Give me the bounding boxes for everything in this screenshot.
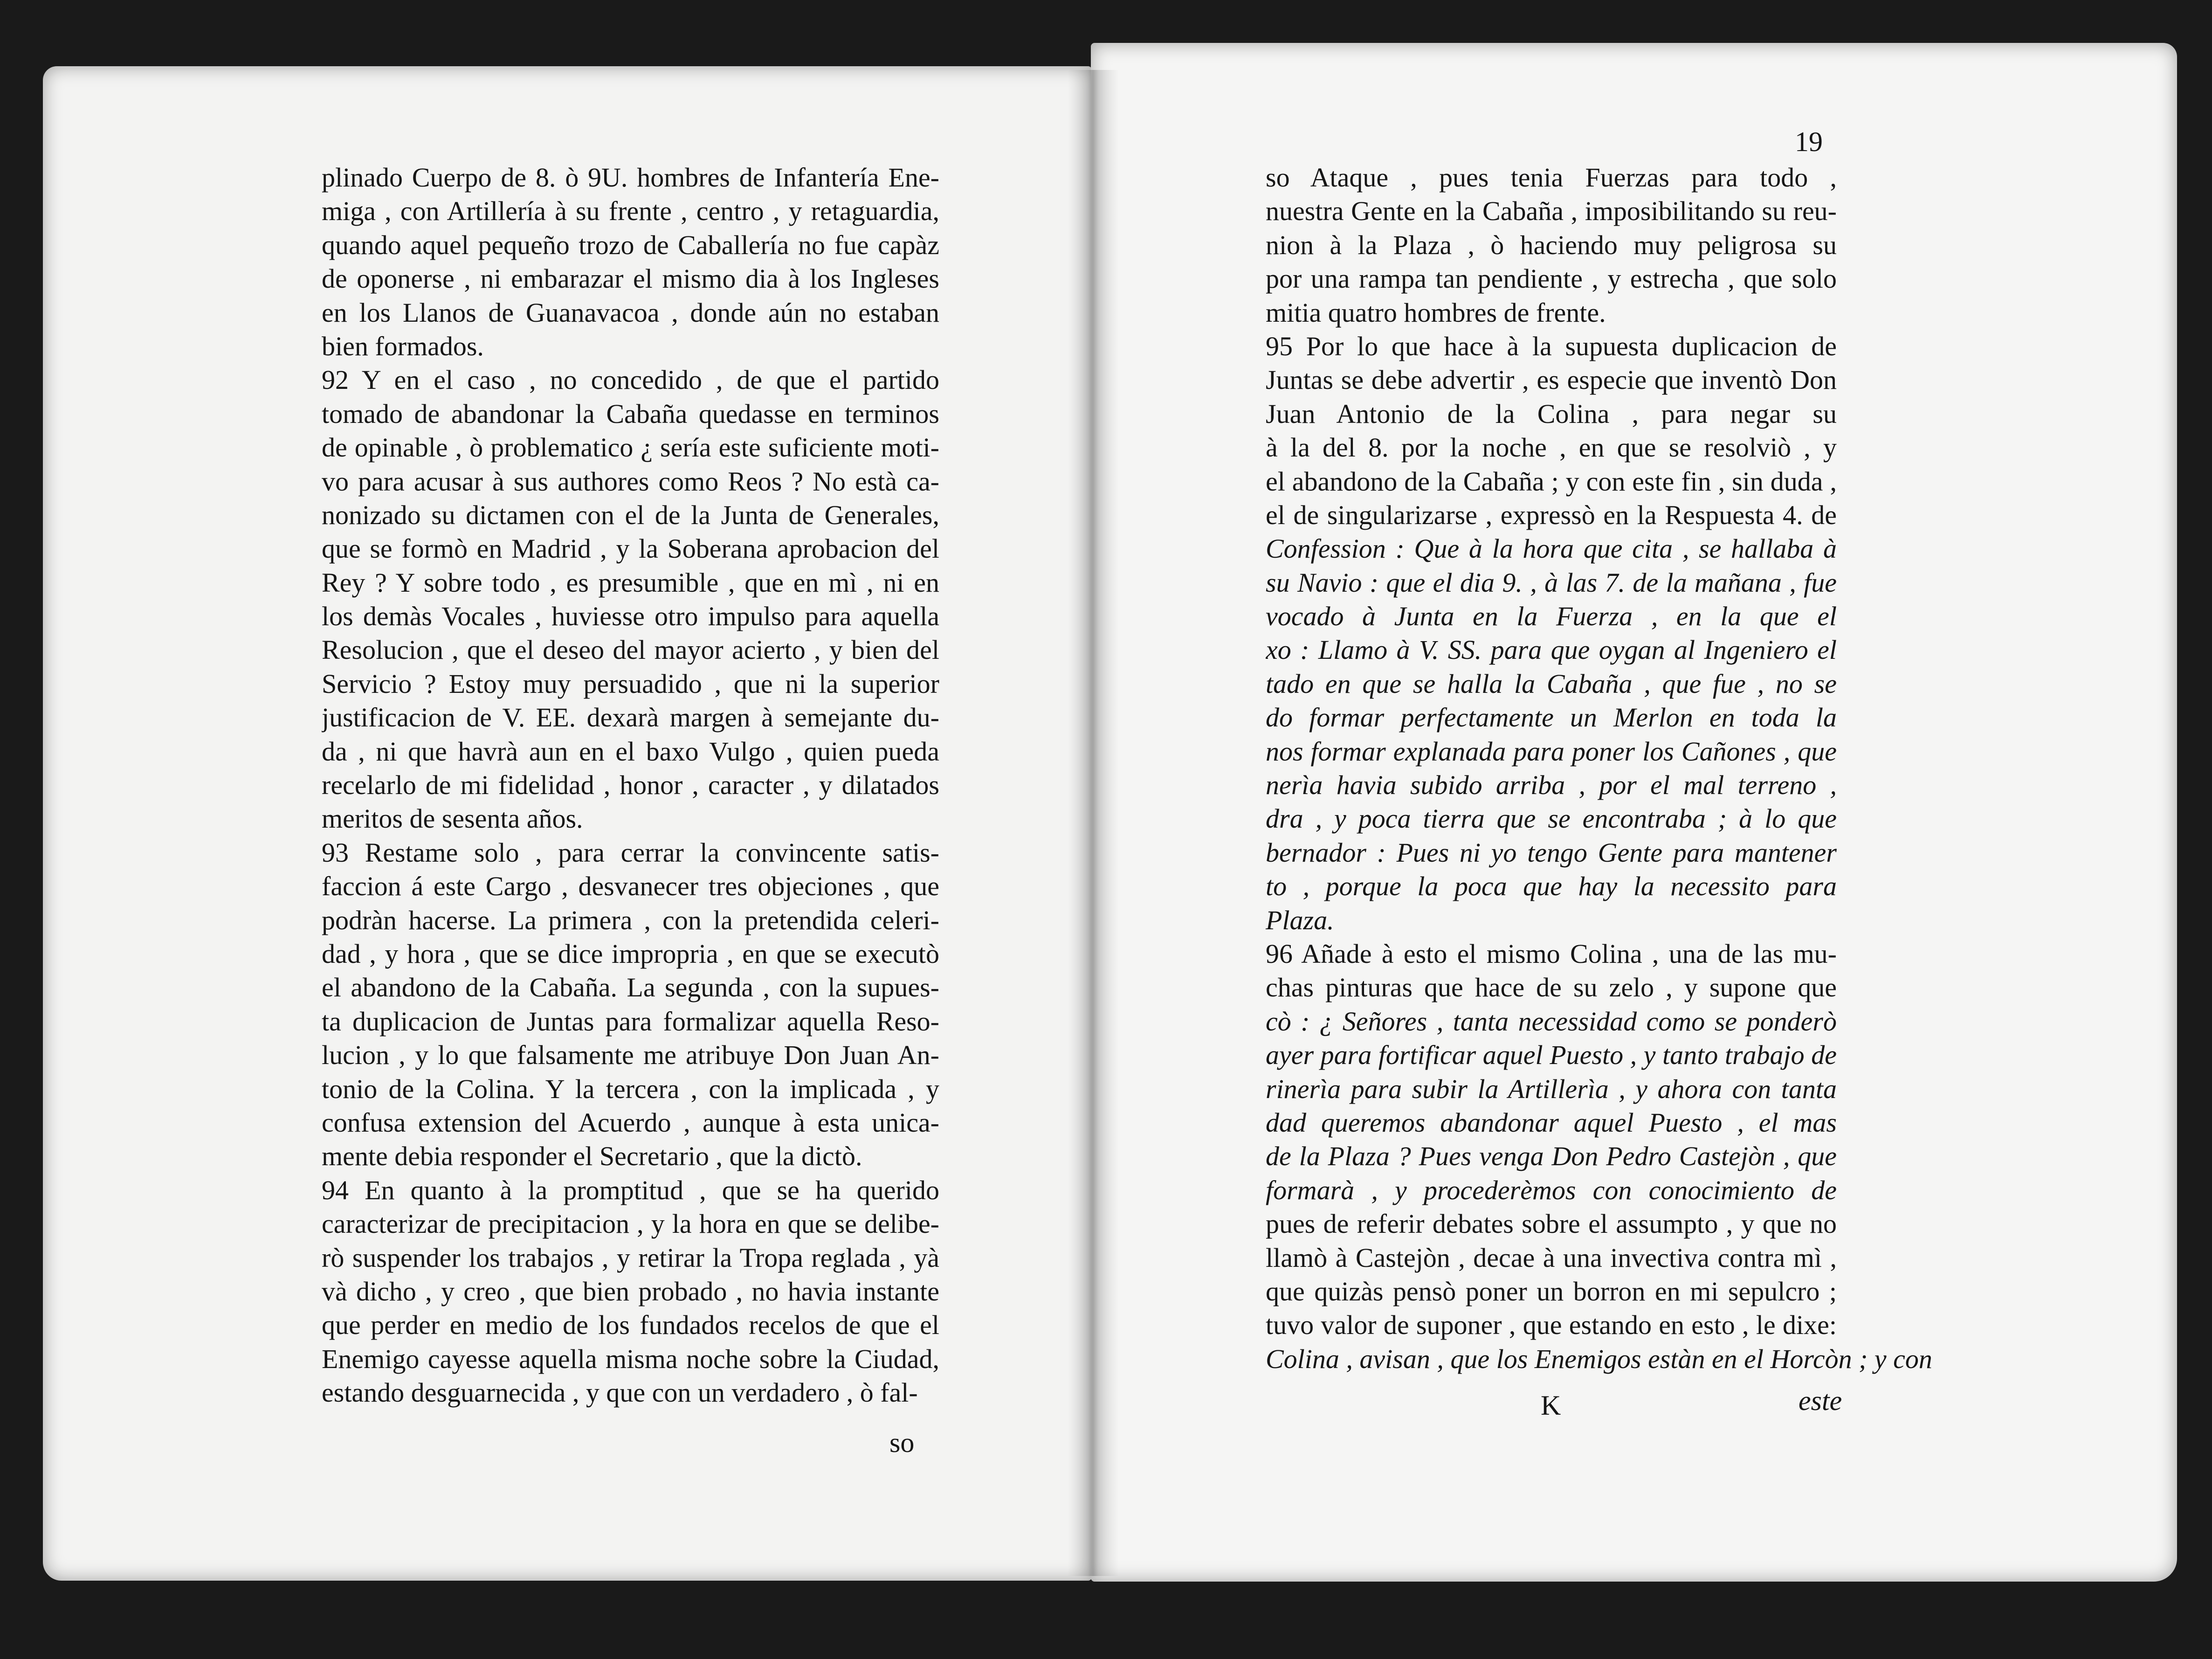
text-line: que se formò en Madrid , y la Soberana aprobacion del <box>322 533 939 564</box>
text-line: de la Plaza ? Pues venga Don Pedro Castejòn , que <box>1266 1141 1837 1172</box>
text-line: pues de referir debates sobre el assumpto , y que no <box>1266 1209 1837 1239</box>
text-line: los demàs Vocales , huviesse otro impulso para aquella <box>322 601 939 632</box>
text-line: do formar perfectamente un Merlon en toda la <box>1266 702 1837 733</box>
catchword-left: so <box>889 1427 915 1458</box>
text-line: plinado Cuerpo de 8. ò 9U. hombres de Infantería Ene- <box>322 162 939 193</box>
text-line: da , ni que havrà aun en el baxo Vulgo , quien pueda <box>322 736 939 767</box>
text-line: vo para acusar à sus authores como Reos ? No està ca- <box>322 466 939 497</box>
page-number: 19 <box>1795 126 1823 157</box>
text-line: Colina , avisan , que los Enemigos estàn en el Horcòn ; y con <box>1266 1343 1932 1374</box>
text-line: tado en que se halla la Cabaña , que fue , no se <box>1266 668 1837 699</box>
text-line: Resolucion , que el deseo del mayor acierto , y bien del <box>322 635 939 665</box>
text-line: nion à la Plaza , ò haciendo muy peligrosa su <box>1266 229 1837 260</box>
text-line: 95 Por lo que hace à la supuesta duplicacion de <box>1266 331 1837 361</box>
text-line: nonizado su dictamen con el de la Junta de Generales, <box>322 499 939 530</box>
text-line: rò suspender los trabajos , y retirar la Tropa reglada , yà <box>322 1242 939 1273</box>
text-line: dad , y hora , que se dice impropria , en que se executò <box>322 938 939 969</box>
text-line: formarà , y procederèmos con conocimiento de <box>1266 1175 1837 1205</box>
text-line: ta duplicacion de Juntas para formalizar aquella Reso- <box>322 1006 939 1037</box>
text-line: Rey ? Y sobre todo , es presumible , que en mì , ni en <box>322 567 939 598</box>
signature-mark: K <box>1541 1390 1561 1421</box>
text-line: faccion á este Cargo , desvanecer tres objeciones , que <box>322 871 939 902</box>
text-line: caracterizar de precipitacion , y la hora en que se delibe- <box>322 1209 939 1239</box>
book-gutter <box>1068 70 1119 1576</box>
text-line: quando aquel pequeño trozo de Caballería no fue capàz <box>322 229 939 260</box>
text-line: bien formados. <box>322 331 484 361</box>
text-line: que perder en medio de los fundados recelos de que el <box>322 1310 939 1341</box>
catchword-right: este <box>1799 1385 1842 1416</box>
text-line: que quizàs pensò poner un borron en mi sepulcro ; <box>1266 1276 1837 1306</box>
text-line: và dicho , y creo , que bien probado , no havia instante <box>322 1276 939 1306</box>
right-page-text <box>1266 161 1932 1376</box>
text-line: de oponerse , ni embarazar el mismo dia à los Ingleses <box>322 263 939 294</box>
text-line: el de singularizarse , expressò en la Respuesta 4. de <box>1266 499 1837 530</box>
text-line: miga , con Artillería à su frente , centro , y retaguardia, <box>322 196 939 227</box>
text-line: tonio de la Colina. Y la tercera , con la implicada , y <box>322 1073 939 1104</box>
text-line: bernador : Pues ni yo tengo Gente para mantener <box>1266 837 1837 868</box>
text-line: nos formar explanada para poner los Cañones , que <box>1266 736 1837 767</box>
text-line: tomado de abandonar la Cabaña quedasse en terminos <box>322 398 939 429</box>
text-line: el abandono de la Cabaña. La segunda , con la supues- <box>322 972 939 1003</box>
text-line: podràn hacerse. La primera , con la pretendida celeri- <box>322 905 939 935</box>
text-line: nerìa havia subido arriba , por el mal terreno , <box>1266 770 1837 801</box>
text-line: Confession : Que à la hora que cita , se hallaba à <box>1266 533 1837 564</box>
text-line: Juntas se debe advertir , es especie que inventò Don <box>1266 365 1837 395</box>
text-line: el abandono de la Cabaña ; y con este fin , sin duda , <box>1266 466 1837 497</box>
text-line: xo : Llamo à V. SS. para que oygan al Ingeniero el <box>1266 635 1837 665</box>
text-line: Enemigo cayesse aquella misma noche sobre la Ciudad, <box>322 1343 939 1374</box>
text-line: por una rampa tan pendiente , y estrecha , que solo <box>1266 263 1837 294</box>
text-line: dad queremos abandonar aquel Puesto , el mas <box>1266 1107 1837 1138</box>
text-line: ayer para fortificar aquel Puesto , y tanto trabajo de <box>1266 1040 1837 1071</box>
text-line: su Navio : que el dia 9. , à las 7. de la mañana , fue <box>1266 567 1837 598</box>
text-line: Juan Antonio de la Colina , para negar su <box>1266 398 1837 429</box>
text-line: 96 Añade à esto el mismo Colina , una de las mu- <box>1266 938 1837 969</box>
text-line: à la del 8. por la noche , en que se resolviò , y <box>1266 432 1837 463</box>
text-line: justificacion de V. EE. dexarà margen à semejante du- <box>322 702 939 733</box>
text-line: 93 Restame solo , para cerrar la convincente satis- <box>322 837 939 868</box>
text-line: meritos de sesenta años. <box>322 803 583 834</box>
text-line: de opinable , ò problematico ¿ sería este suficiente moti- <box>322 432 939 463</box>
text-line: so Ataque , pues tenia Fuerzas para todo , <box>1266 162 1837 193</box>
left-page-text <box>322 161 939 1410</box>
text-line: Plaza. <box>1266 905 1334 935</box>
text-line: Servicio ? Estoy muy persuadido , que ni la superior <box>322 668 939 699</box>
text-line: confusa extension del Acuerdo , aunque à esta unica- <box>322 1107 939 1138</box>
text-line: to , porque la poca que hay la necessito para <box>1266 871 1837 902</box>
text-line: dra , y poca tierra que se encontraba ; à lo que <box>1266 803 1837 834</box>
text-line: cò : ¿ Señores , tanta necessidad como se ponderò <box>1266 1006 1837 1037</box>
text-line: estando desguarnecida , y que con un verdadero , ò fal- <box>322 1377 918 1408</box>
text-line: rinerìa para subir la Artillerìa , y ahora con tanta <box>1266 1073 1837 1104</box>
text-line: lucion , y lo que falsamente me atribuye Don Juan An- <box>322 1040 939 1071</box>
text-line: mente debia responder el Secretario , que la dictò. <box>322 1141 862 1172</box>
text-line: mitia quatro hombres de frente. <box>1266 297 1606 328</box>
text-line: llamò à Castejòn , decae à una invectiva contra mì , <box>1266 1242 1837 1273</box>
text-line: tuvo valor de suponer , que estando en esto , le dixe: <box>1266 1310 1837 1341</box>
text-line: chas pinturas que hace de su zelo , y supone que <box>1266 972 1837 1003</box>
text-line: vocado à Junta en la Fuerza , en la que el <box>1266 601 1837 632</box>
text-line: 92 Y en el caso , no concedido , de que el partido <box>322 365 939 395</box>
text-line: nuestra Gente en la Cabaña , imposibilitando su reu- <box>1266 196 1837 227</box>
text-line: en los Llanos de Guanavacoa , donde aún no estaban <box>322 297 939 328</box>
text-line: recelarlo de mi fidelidad , honor , caracter , y dilatados <box>322 770 939 801</box>
text-line: 94 En quanto à la promptitud , que se ha querido <box>322 1175 939 1205</box>
